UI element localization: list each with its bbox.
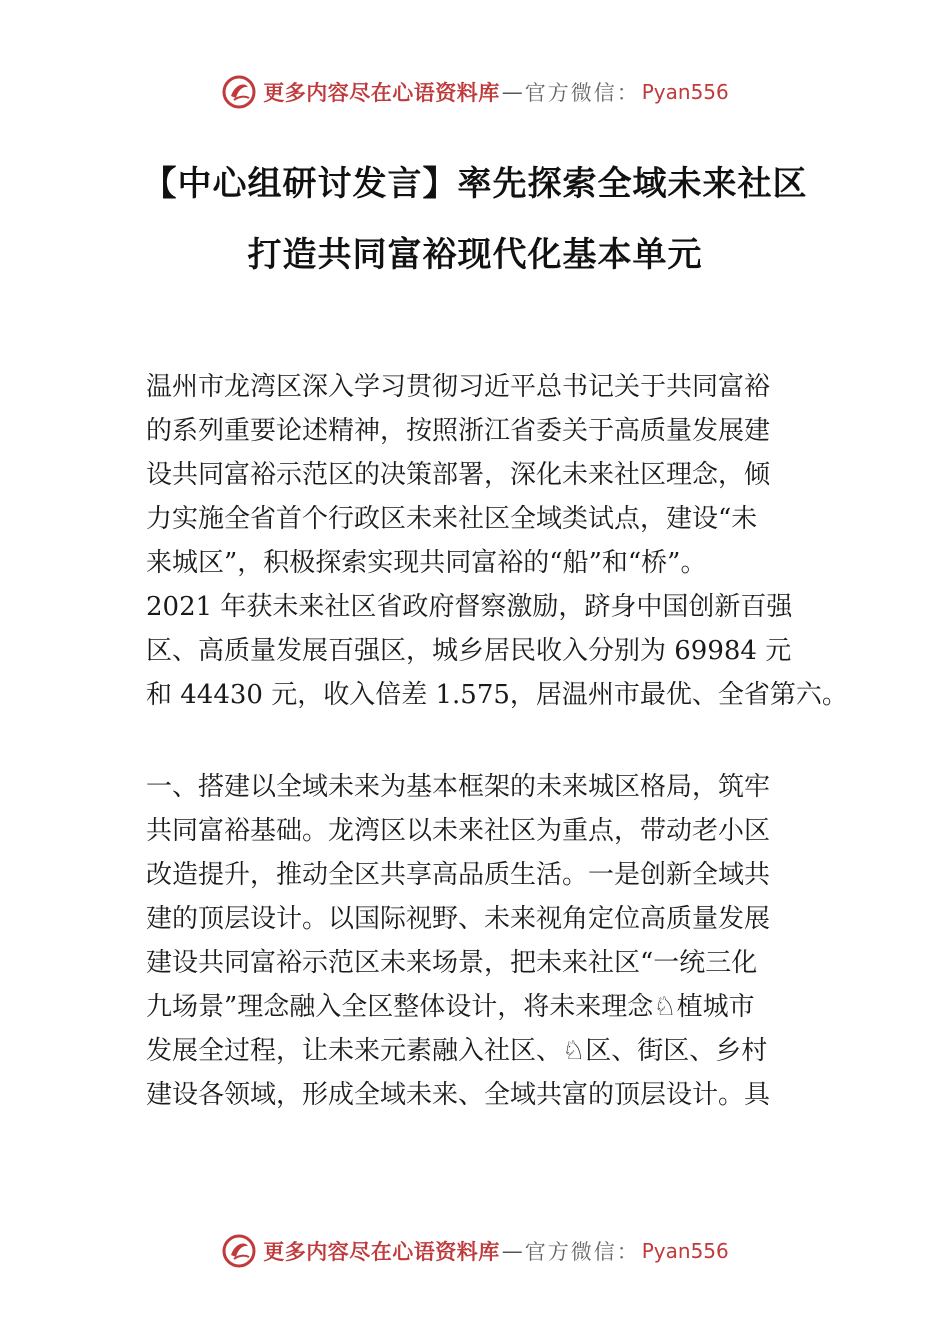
text-line: 发展全过程，让未来元素融入社区、♘区、街区、乡村 bbox=[146, 1036, 768, 1066]
footer-watermark bbox=[0, 1229, 950, 1273]
text-line: 温州市龙湾区深入学习贯彻习近平总书记关于共同富裕 bbox=[146, 372, 771, 402]
text-line: 力实施全省首个行政区未来社区全域类试点，建设“未 bbox=[146, 504, 758, 534]
watermark-dash: — bbox=[501, 1239, 523, 1263]
text-line: 2021 年获未来社区省政府督察激励，跻身中国创新百强 bbox=[146, 592, 793, 622]
watermark-text: 更多内容尽在心语资料库 bbox=[263, 1239, 500, 1264]
watermark-contact-label: 官方微信： bbox=[524, 1240, 640, 1264]
text-line: 来城区”，积极探索实现共同富裕的“船”和“桥”。 bbox=[146, 548, 707, 578]
text-line: 建设共同富裕示范区未来场景，把未来社区“一统三化 bbox=[146, 948, 758, 978]
document-title-line-2: 打造共同富裕现代化基本单元 bbox=[247, 235, 703, 275]
text-line: 和 44430 元，收入倍差 1.575，居温州市最优、全省第六。 bbox=[146, 680, 848, 710]
text-line: 一、搭建以全域未来为基本框架的未来城区格局，筑牢 bbox=[146, 772, 771, 802]
text-line: 建的顶层设计。以国际视野、未来视角定位高质量发展 bbox=[146, 904, 771, 934]
body-paragraph-1 bbox=[146, 365, 848, 717]
text-line: 共同富裕基础。龙湾区以未来社区为重点，带动老小区 bbox=[146, 816, 771, 846]
text-line: 改造提升，推动全区共享高品质生活。一是创新全域共 bbox=[146, 860, 771, 890]
text-line: 建设各领域，形成全域未来、全域共富的顶层设计。具 bbox=[146, 1080, 771, 1110]
text-line: 的系列重要论述精神，按照浙江省委关于高质量发展建 bbox=[146, 416, 771, 446]
header-watermark bbox=[0, 70, 950, 114]
text-line: 区、高质量发展百强区，城乡居民收入分别为 69984 元 bbox=[146, 636, 792, 666]
document-title-line-1: 【中心组研讨发言】率先探索全域未来社区 bbox=[142, 164, 808, 204]
watermark-contact-label: 官方微信： bbox=[524, 81, 640, 105]
watermark-wechat-id: Pyan556 bbox=[641, 80, 729, 104]
logo-icon bbox=[221, 74, 257, 110]
text-line: 九场景”理念融入全区整体设计，将未来理念♘植城市 bbox=[146, 992, 755, 1022]
logo-icon bbox=[221, 1233, 257, 1269]
watermark-wechat-id: Pyan556 bbox=[641, 1239, 729, 1263]
watermark-dash: — bbox=[501, 80, 523, 104]
watermark-text: 更多内容尽在心语资料库 bbox=[263, 80, 500, 105]
body-paragraph-2 bbox=[146, 765, 826, 1117]
text-line: 设共同富裕示范区的决策部署，深化未来社区理念，倾 bbox=[146, 460, 771, 490]
